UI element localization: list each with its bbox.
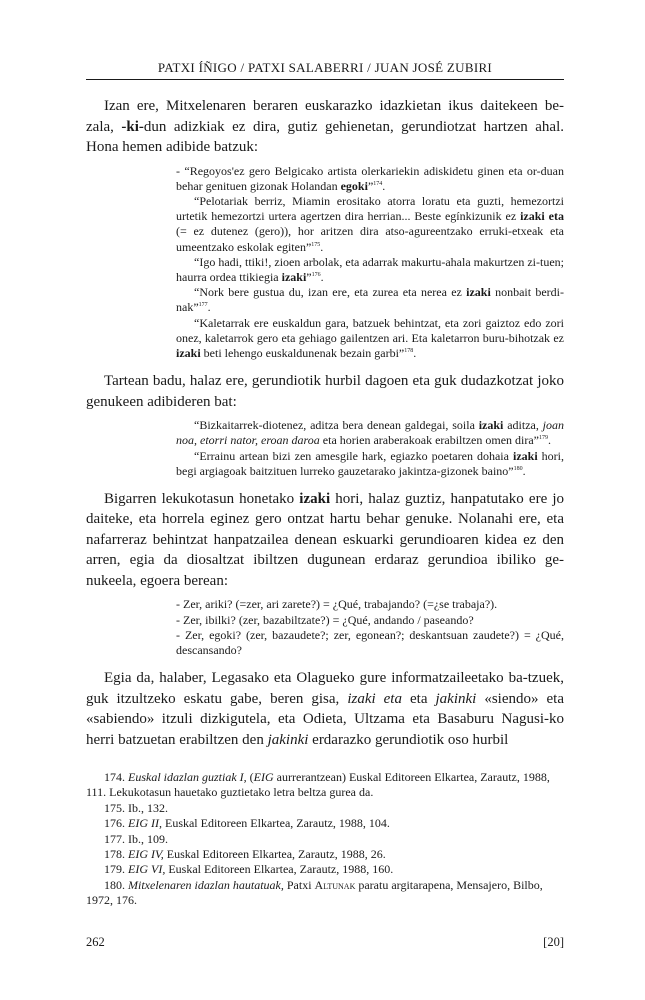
small-caps-run: Altunak: [314, 877, 356, 892]
examples-block: [176, 597, 564, 658]
text-run: (= ez dutenez (gero)), hor aritzen dira atso-agureentzako erruki-etxeak eta umeentzako eskolak egiten”: [176, 224, 564, 254]
italic-run: joan noa, etorri nator, eroan daroa: [176, 418, 564, 448]
footnote-175: 175. Ib., 132.: [104, 800, 168, 815]
example-line: - Zer, egoki? (zer, bazaudete?; zer, egonean?; deskantsuan zaudete?) = ¿Qué, descansando?: [176, 627, 564, 658]
text-run: paratu argitarapena, Mensajero, Bilbo, 1972, 176.: [86, 877, 543, 908]
sheet-number: [20]: [543, 935, 564, 949]
bold-run: izaki: [478, 418, 504, 433]
text-run: Egia da, halaber, Legasako eta Olagueko gure informatzaileetako ba-tzuek, guk itzultzeko eskatu gabe, beren gisa,: [86, 670, 564, 707]
text-run: eta: [401, 690, 436, 707]
italic-run: EIG: [253, 770, 274, 784]
text-run: - “Regoyos'ez gero Belgicako artista olerkariekin adiskidetu ginen eta or-duan behar genituen gizonak Holandan: [176, 163, 564, 193]
text-run: beti lehengo euskaldunenak bezain garbi”: [200, 345, 405, 360]
italic-run: Mitxelenaren idazlan hautatuak,: [128, 877, 284, 892]
footnote-177: 177. Ib., 109.: [104, 831, 168, 846]
text-run: “Bizkaitarrek-diotenez, aditza bera denean galdegai, soila: [194, 418, 479, 433]
bold-run: -ki-: [121, 118, 144, 135]
example-line: - Zer, ariki? (=zer, ari zarete?) = ¿Qué, trabajando? (=¿se trabaja?).: [176, 597, 498, 612]
text-run: Euskal Editoreen Elkartea, Zarautz, 1988, 104.: [161, 816, 390, 831]
italic-run: izaki eta: [347, 690, 402, 707]
header-rule: [86, 79, 564, 80]
text-run: 179.: [104, 862, 128, 877]
quote-177: [176, 285, 564, 315]
text-run: .: [522, 463, 526, 478]
text-run: 174.: [104, 770, 128, 784]
footnote-174: [86, 770, 564, 801]
text-run: Euskal Editoreen Elkartea, Zarautz, 1988, 26.: [163, 847, 386, 862]
text-run: “Nork bere gustua du, izan ere, eta zurea eta nerea ez: [194, 285, 467, 300]
paragraph-4: [86, 668, 564, 750]
paragraph-1: [86, 96, 564, 158]
footnote-ref: 175: [311, 241, 321, 248]
bold-run: izaki: [512, 448, 538, 463]
text-run: hori, begi argiagoak baitzituen lurreko gauzetarako jakintza-gizonek baino”: [176, 448, 565, 478]
bold-run: egoki: [340, 178, 368, 193]
text-run: Patxi: [283, 877, 315, 892]
text-run: aditza,: [503, 418, 543, 433]
text-run: 178.: [104, 847, 128, 862]
text-run: eta horien araberakoak erabiltzen omen dira”: [319, 433, 540, 448]
text-run: .: [382, 178, 386, 193]
bold-run: izaki eta: [520, 209, 564, 224]
text-run: .: [320, 239, 324, 254]
footnote-178: [86, 847, 564, 862]
text-run: ”: [306, 269, 312, 284]
bold-run: izaki: [176, 345, 201, 360]
bold-run: izaki: [281, 269, 307, 284]
text-run: Euskal Editoreen Elkartea, Zarautz, 1988, 160.: [165, 862, 394, 877]
italic-run: EIG IV,: [128, 847, 164, 862]
text-run: “Igo hadi, ttiki!, zioen arbolak, eta adarrak makurtu-ahala makurtzen zi-tuen; haurra ordea ttikiegia: [176, 254, 564, 284]
text-run: «siendo» eta «sabiendo» itzuli dizkigutela, eta Odieta, Ultzama eta Basaburu Nagusi-ko herri batzuetan erabiltzen den: [86, 690, 564, 748]
text-run: 176.: [104, 816, 128, 831]
text-run: aurrerantzean) Euskal Editoreen Elkartea, Zarautz, 1988, 111. Lekukotasun hauetako guztietako letra beltza gurea da.: [86, 770, 550, 800]
text-run: 180.: [104, 877, 128, 892]
running-header: PATXI ÍÑIGO / PATXI SALABERRI / JUAN JOSÉ ZUBIRI: [157, 60, 493, 75]
quotation-block-2: [176, 418, 564, 479]
text-run: “Errainu artean bizi zen amesgile hark, egiazko poetaren dohaia: [194, 448, 513, 463]
footnote-ref: 178: [404, 347, 414, 354]
footnote-179: [86, 862, 564, 877]
text-run: dun adizkiak ez dira, gutiz gehienetan, gerundiotzat hartzen ahal. Hona hemen adibide batzuk:: [86, 118, 564, 155]
paragraph-2: Tartean badu, halaz ere, gerundiotik hurbil dagoen eta guk dudazkotzat joko genukeen adibideren bat:: [86, 373, 564, 410]
footnote-ref: 177: [198, 302, 208, 309]
quote-178: [176, 316, 564, 362]
bold-run: izaki: [299, 490, 331, 507]
bold-run: izaki: [466, 285, 491, 300]
text-run: erdarazko gerundiotik oso hurbil: [308, 731, 509, 748]
quote-174: [176, 164, 564, 194]
footnote-176: [86, 816, 564, 831]
text-run: nonbait berdi-nak”: [176, 285, 564, 315]
text-run: Bigarren lekukotasun honetako: [104, 490, 300, 507]
text-run: .: [320, 269, 324, 284]
paragraph-3: [86, 489, 564, 592]
main-text: [86, 96, 564, 756]
example-line: - Zer, ibilki? (zer, bazabiltzate?) = ¿Qué, andando / paseando?: [176, 612, 474, 627]
italic-run: jakinki: [435, 690, 477, 707]
text-run: ”: [367, 178, 374, 193]
quote-175: [176, 194, 564, 255]
quote-179: [176, 418, 564, 448]
italic-run: jakinki: [267, 731, 309, 748]
text-run: hori, halaz guztiz, hanpatutako ere jo daiteke, eta horrela eginez gero ontzat hartu behar genuke. Nolanahi ere, eta nafarreraz behintzat hanpatzailea denean eskuarki gerundioaren kidea ez den arren, egia da diosaltzat ibiltzen dugunean erdaraz gerundioa ibiliko ge-nukeela, egoera berean:: [86, 490, 565, 589]
text-run: “Pelotariak berriz, Miamin erositako atorra loratu eta guzti, hemezortzi urtetik hemezortzi urtera agertzen dira herrian... Beste egínkizunik ez: [176, 193, 564, 224]
footnote-ref: 176: [311, 271, 321, 278]
page-number: 262: [86, 935, 105, 949]
footnote-ref: 180: [513, 465, 523, 472]
text-run: (: [246, 770, 254, 784]
footnote-ref: 174: [373, 180, 383, 187]
italic-run: EIG VI,: [128, 862, 166, 877]
quote-180: [176, 449, 564, 479]
text-run: .: [548, 433, 552, 448]
italic-run: Euskal idazlan guztiak I,: [128, 770, 247, 784]
quotation-block-1: [176, 164, 564, 362]
text-run: “Kaletarrak ere euskaldun gara, batzuek behintzat, eta zori gaiztoz edo zori onez, kaletarrok gero eta gehiago gailentzen ari. Eta kaletarron buru-bihotzak ez: [176, 315, 564, 345]
text-run: Izan ere, Mitxelenaren beraren euskarazko idazkietan ikus daitekeen be-zala,: [86, 98, 564, 135]
quote-176: [176, 255, 564, 285]
text-run: .: [413, 345, 417, 360]
text-run: .: [207, 300, 211, 315]
footnote-180: [86, 878, 564, 909]
footnotes: [86, 770, 564, 909]
footnote-ref: 179: [539, 435, 549, 442]
italic-run: EIG II,: [128, 816, 162, 831]
